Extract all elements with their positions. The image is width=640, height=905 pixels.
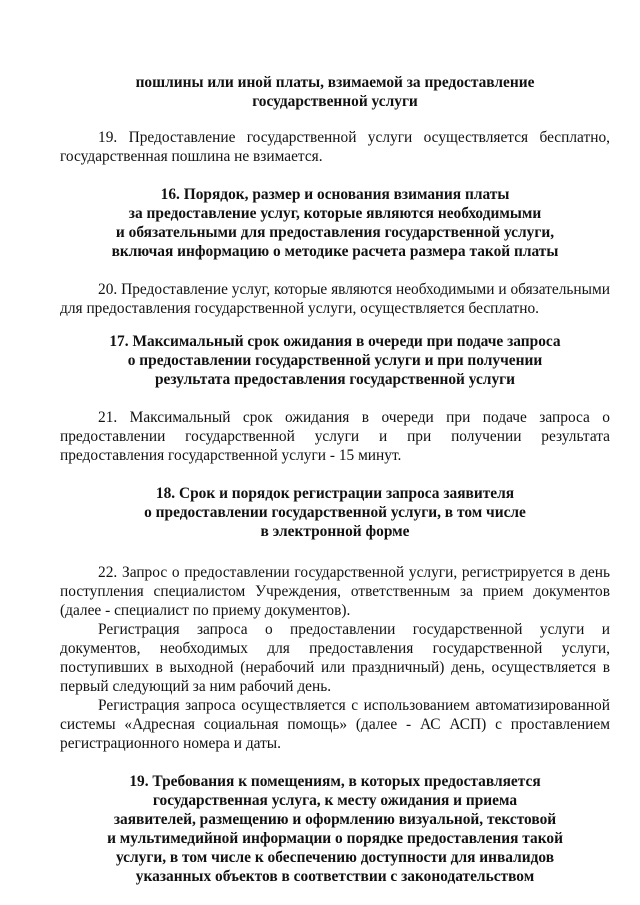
heading-line: заявителей, размещению и оформлению визуальной, текстовой [113, 811, 557, 828]
paragraph-20: 20. Предоставление услуг, которые являются необходимыми и обязательными для предоставления государственной услуги, осуществляется бесплатно. [60, 281, 610, 317]
heading-section-19 [60, 772, 610, 886]
heading-line: 19. Требования к помещениям, в которых предоставляется [129, 773, 541, 790]
heading-line: и мультимедийной информации о порядке предоставления такой [107, 830, 563, 847]
paragraph-21: 21. Максимальный срок ожидания в очереди при подаче запроса о предоставлении государственной услуги и при получении результата предоставления государственной услуги - 15 минут. [60, 409, 610, 464]
heading-line: и обязательными для предоставления государственной услуги, [115, 224, 555, 241]
heading-line: услуги, в том числе к обеспечению доступности для инвалидов [115, 849, 555, 866]
heading-line: указанных объектов в соответствии с законодательством [135, 868, 535, 885]
paragraph-22-system: Регистрация запроса осуществляется с использованием автоматизированной системы «Адресная социальная помощь» (далее - АС АСП) с проставлением регистрационного номера и даты. [60, 697, 610, 752]
heading-line: за предоставление услуг, которые являются необходимыми [128, 205, 542, 222]
heading-section-16 [60, 185, 610, 261]
heading-line: о предоставлении государственной услуги и при получении [127, 352, 543, 369]
heading-continuation [60, 73, 610, 111]
heading-line: 17. Максимальный срок ожидания в очереди при подаче запроса [109, 333, 561, 350]
heading-section-17 [60, 332, 610, 389]
heading-line: результата предоставления государственной услуги [155, 371, 515, 388]
heading-line: государственная услуга, к месту ожидания и приема [152, 792, 518, 809]
paragraph-22-registration: Регистрация запроса о предоставлении государственной услуги и документов, необходимых для предоставления государственной услуги, поступивших в выходной (нерабочий или праздничный) день, осуществляется в первый следующий за ним рабочий день. [60, 621, 610, 695]
document-page [60, 73, 610, 886]
heading-line: государственной услуги [252, 93, 418, 110]
heading-line: 18. Срок и порядок регистрации запроса заявителя [155, 485, 515, 502]
heading-line: о предоставлении государственной услуги, в том числе [144, 504, 526, 521]
heading-line: включая информацию о методике расчета размера такой платы [111, 243, 559, 260]
heading-section-18 [60, 484, 610, 541]
paragraph-19: 19. Предоставление государственной услуги осуществляется бесплатно, государственная пошлина не взимается. [60, 129, 610, 165]
paragraph-22: 22. Запрос о предоставлении государственной услуги, регистрируется в день поступления специалистом Учреждения, ответственным за прием документов (далее - специалист по приему документов). [60, 564, 610, 619]
heading-line: в электронной форме [260, 523, 410, 540]
heading-line: 16. Порядок, размер и основания взимания платы [160, 186, 510, 203]
heading-line: пошлины или иной платы, взимаемой за предоставление [135, 74, 535, 91]
